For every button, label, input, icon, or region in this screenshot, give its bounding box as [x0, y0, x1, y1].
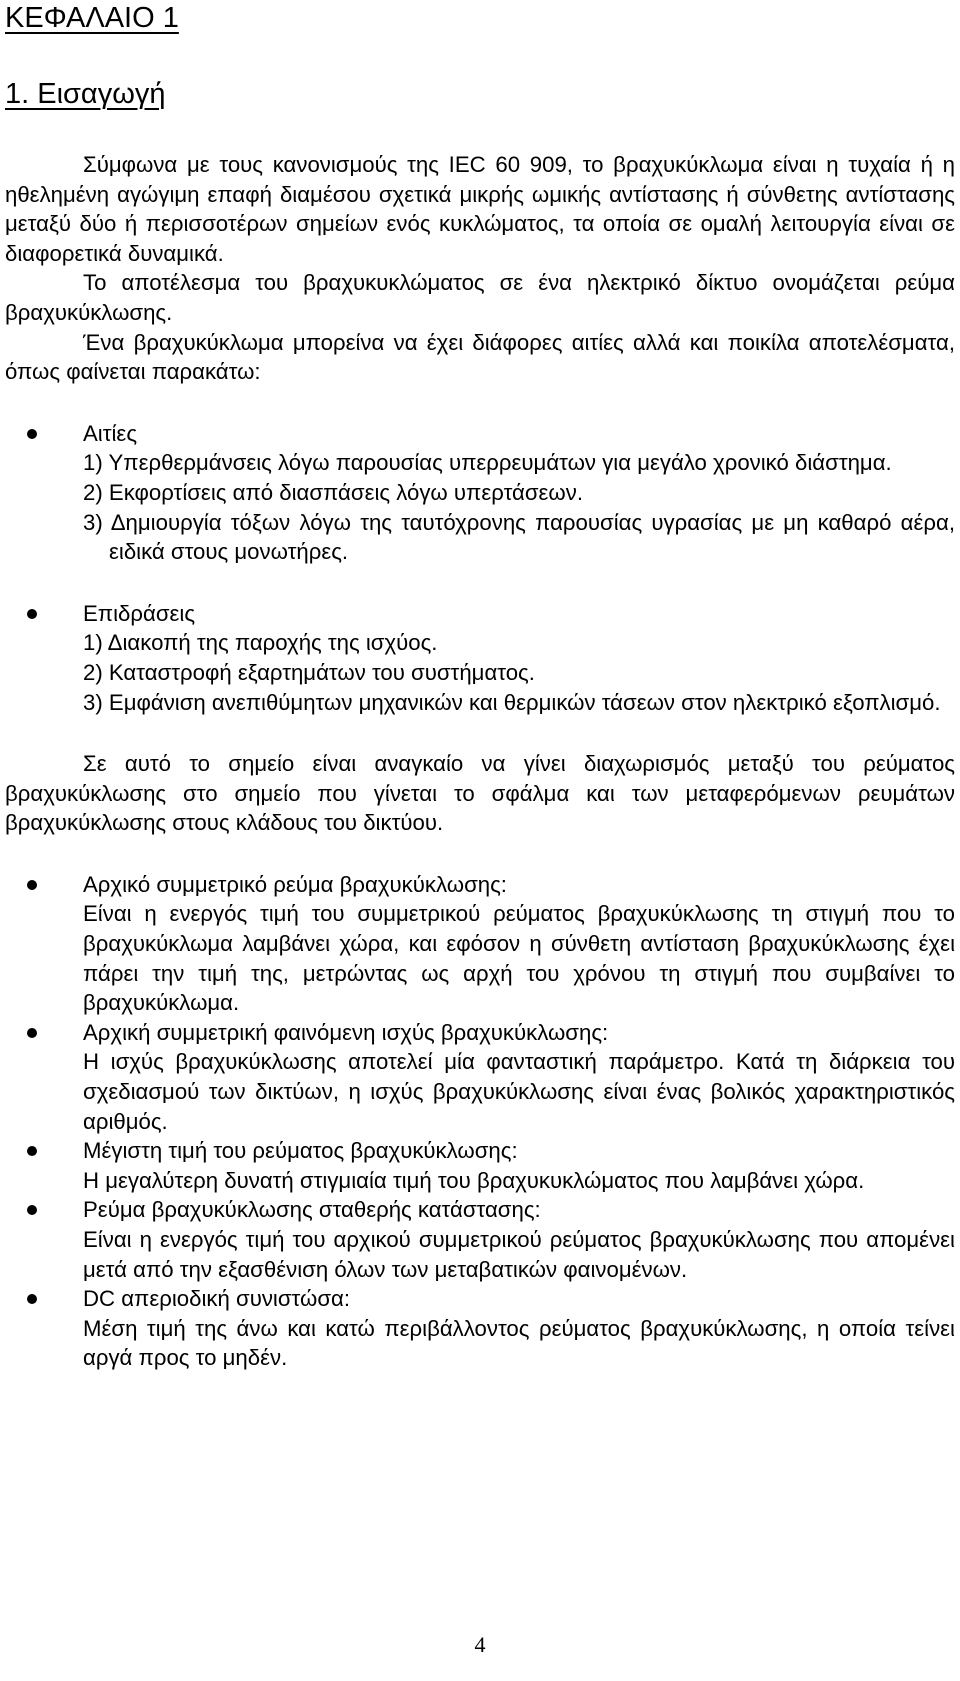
list-item: 1) Υπερθερμάνσεις λόγω παρουσίας υπερρευμάτων για μεγάλο χρονικό διάστημα. [83, 450, 892, 476]
list-item: 3) Εμφάνιση ανεπιθύμητων μηχανικών και θερμικών τάσεων στον ηλεκτρικό εξοπλισμό. [83, 689, 941, 715]
definition-term: Αρχική συμμετρική φαινόμενη ισχύς βραχυκύκλωσης: [83, 1019, 609, 1045]
bullet-icon [27, 1028, 37, 1038]
chapter-title: ΚΕΦΑΛΑΙΟ 1 [5, 2, 179, 34]
definition-item [5, 1284, 955, 1373]
definition-text: Είναι η ενεργός τιμή του αρχικού συμμετρικού ρεύματος βραχυκύκλωσης που απομένει μετά από την εξασθένιση όλων των μεταβατικών φαινομένων. [83, 1227, 955, 1282]
page-number: 4 [474, 1632, 486, 1657]
definition-text: Η μεγαλύτερη δυνατή στιγμιαία τιμή του βραχυκυκλώματος που λαμβάνει χώρα. [83, 1167, 865, 1193]
causes-heading: Αιτίες [83, 420, 138, 446]
definition-term: Μέγιστη τιμή του ρεύματος βραχυκύκλωσης: [83, 1138, 518, 1164]
definition-text: Μέση τιμή της άνω και κατώ περιβάλλοντος ρεύματος βραχυκύκλωσης, η οποία τείνει αργά προς το μηδέν. [83, 1315, 955, 1371]
definition-item [5, 1136, 955, 1195]
definition-item [5, 1018, 955, 1136]
list-item: 3) Δημιουργία τόξων λόγω της ταυτόχρονης παρουσίας υγρασίας με μη καθαρό αέρα, ειδικά στους μονωτήρες. [83, 509, 955, 565]
definition-term: DC απεριοδική συνιστώσα: [83, 1286, 351, 1312]
list-item: 1) Διακοπή της παροχής της ισχύος. [83, 630, 438, 656]
effects-heading: Επιδράσεις [83, 600, 196, 626]
definition-item [5, 1195, 955, 1284]
bullet-icon [27, 1146, 37, 1156]
bullet-icon [27, 1205, 37, 1215]
intro-paragraph-1: Σύμφωνα με τους κανονισμούς της IEC 60 909, το βραχυκύκλωμα είναι η τυχαία ή η ηθελημένη αγώγιμη επαφή διαμέσου σχετικά μικρής ωμικής αντίστασης ή σύνθετης αντίστασης μεταξύ δύο ή περισσοτέρων σημείων ενός κυκλώματος, τα οποία σε ομαλή λειτουργία είναι σε διαφορετικά δυναμικά. [5, 152, 955, 266]
document-body [5, 150, 955, 1373]
bullet-icon [27, 429, 37, 439]
section-title: 1. Εισαγωγή [5, 78, 166, 110]
intro-paragraph-2: Το αποτέλεσμα του βραχυκυκλώματος σε ένα ηλεκτρικό δίκτυο ονομάζεται ρεύμα βραχυκύκλωσης. [5, 270, 955, 325]
definition-term: Ρεύμα βραχυκύκλωσης σταθερής κατάστασης: [83, 1197, 541, 1223]
list-item: 2) Καταστροφή εξαρτημάτων του συστήματος. [83, 659, 535, 685]
bullet-icon [27, 880, 37, 890]
effects-list [5, 599, 955, 717]
bullet-icon [27, 609, 37, 619]
definition-item [5, 870, 955, 1018]
intro-paragraph-3: Ένα βραχυκύκλωμα μπορείνα να έχει διάφορες αιτίες αλλά και ποικίλα αποτελέσματα, όπως φαίνεται παρακάτω: [5, 329, 955, 385]
list-item: 2) Εκφορτίσεις από διασπάσεις λόγω υπερτάσεων. [83, 479, 584, 505]
distinction-paragraph: Σε αυτό το σημείο είναι αναγκαίο να γίνει διαχωρισμός μεταξύ του ρεύματος βραχυκύκλωσης στο σημείο που γίνεται το σφάλμα και των μεταφερόμενων ρευμάτων βραχυκύκλωσης στους κλάδους του δικτύου. [5, 751, 955, 836]
definition-text: Είναι η ενεργός τιμή του συμμετρικού ρεύματος βραχυκύκλωσης τη στιγμή που το βραχυκύκλωμα λαμβάνει χώρα, και εφόσον η σύνθετη αντίσταση βραχυκύκλωσης έχει πάρει την τιμή της, μετρώντας ως αρχή του χρόνου τη στιγμή που συμβαίνει το βραχυκύκλωμα. [83, 901, 955, 1016]
definition-text: Η ισχύς βραχυκύκλωσης αποτελεί μία φανταστική παράμετρο. Κατά τη διάρκεια του σχεδιασμού των δικτύων, η ισχύς βραχυκύκλωσης είναι ένας βολικός χαρακτηριστικός αριθμός. [83, 1049, 955, 1134]
causes-list [5, 419, 955, 567]
definition-term: Αρχικό συμμετρικό ρεύμα βραχυκύκλωσης: [83, 871, 507, 897]
bullet-icon [27, 1294, 37, 1304]
